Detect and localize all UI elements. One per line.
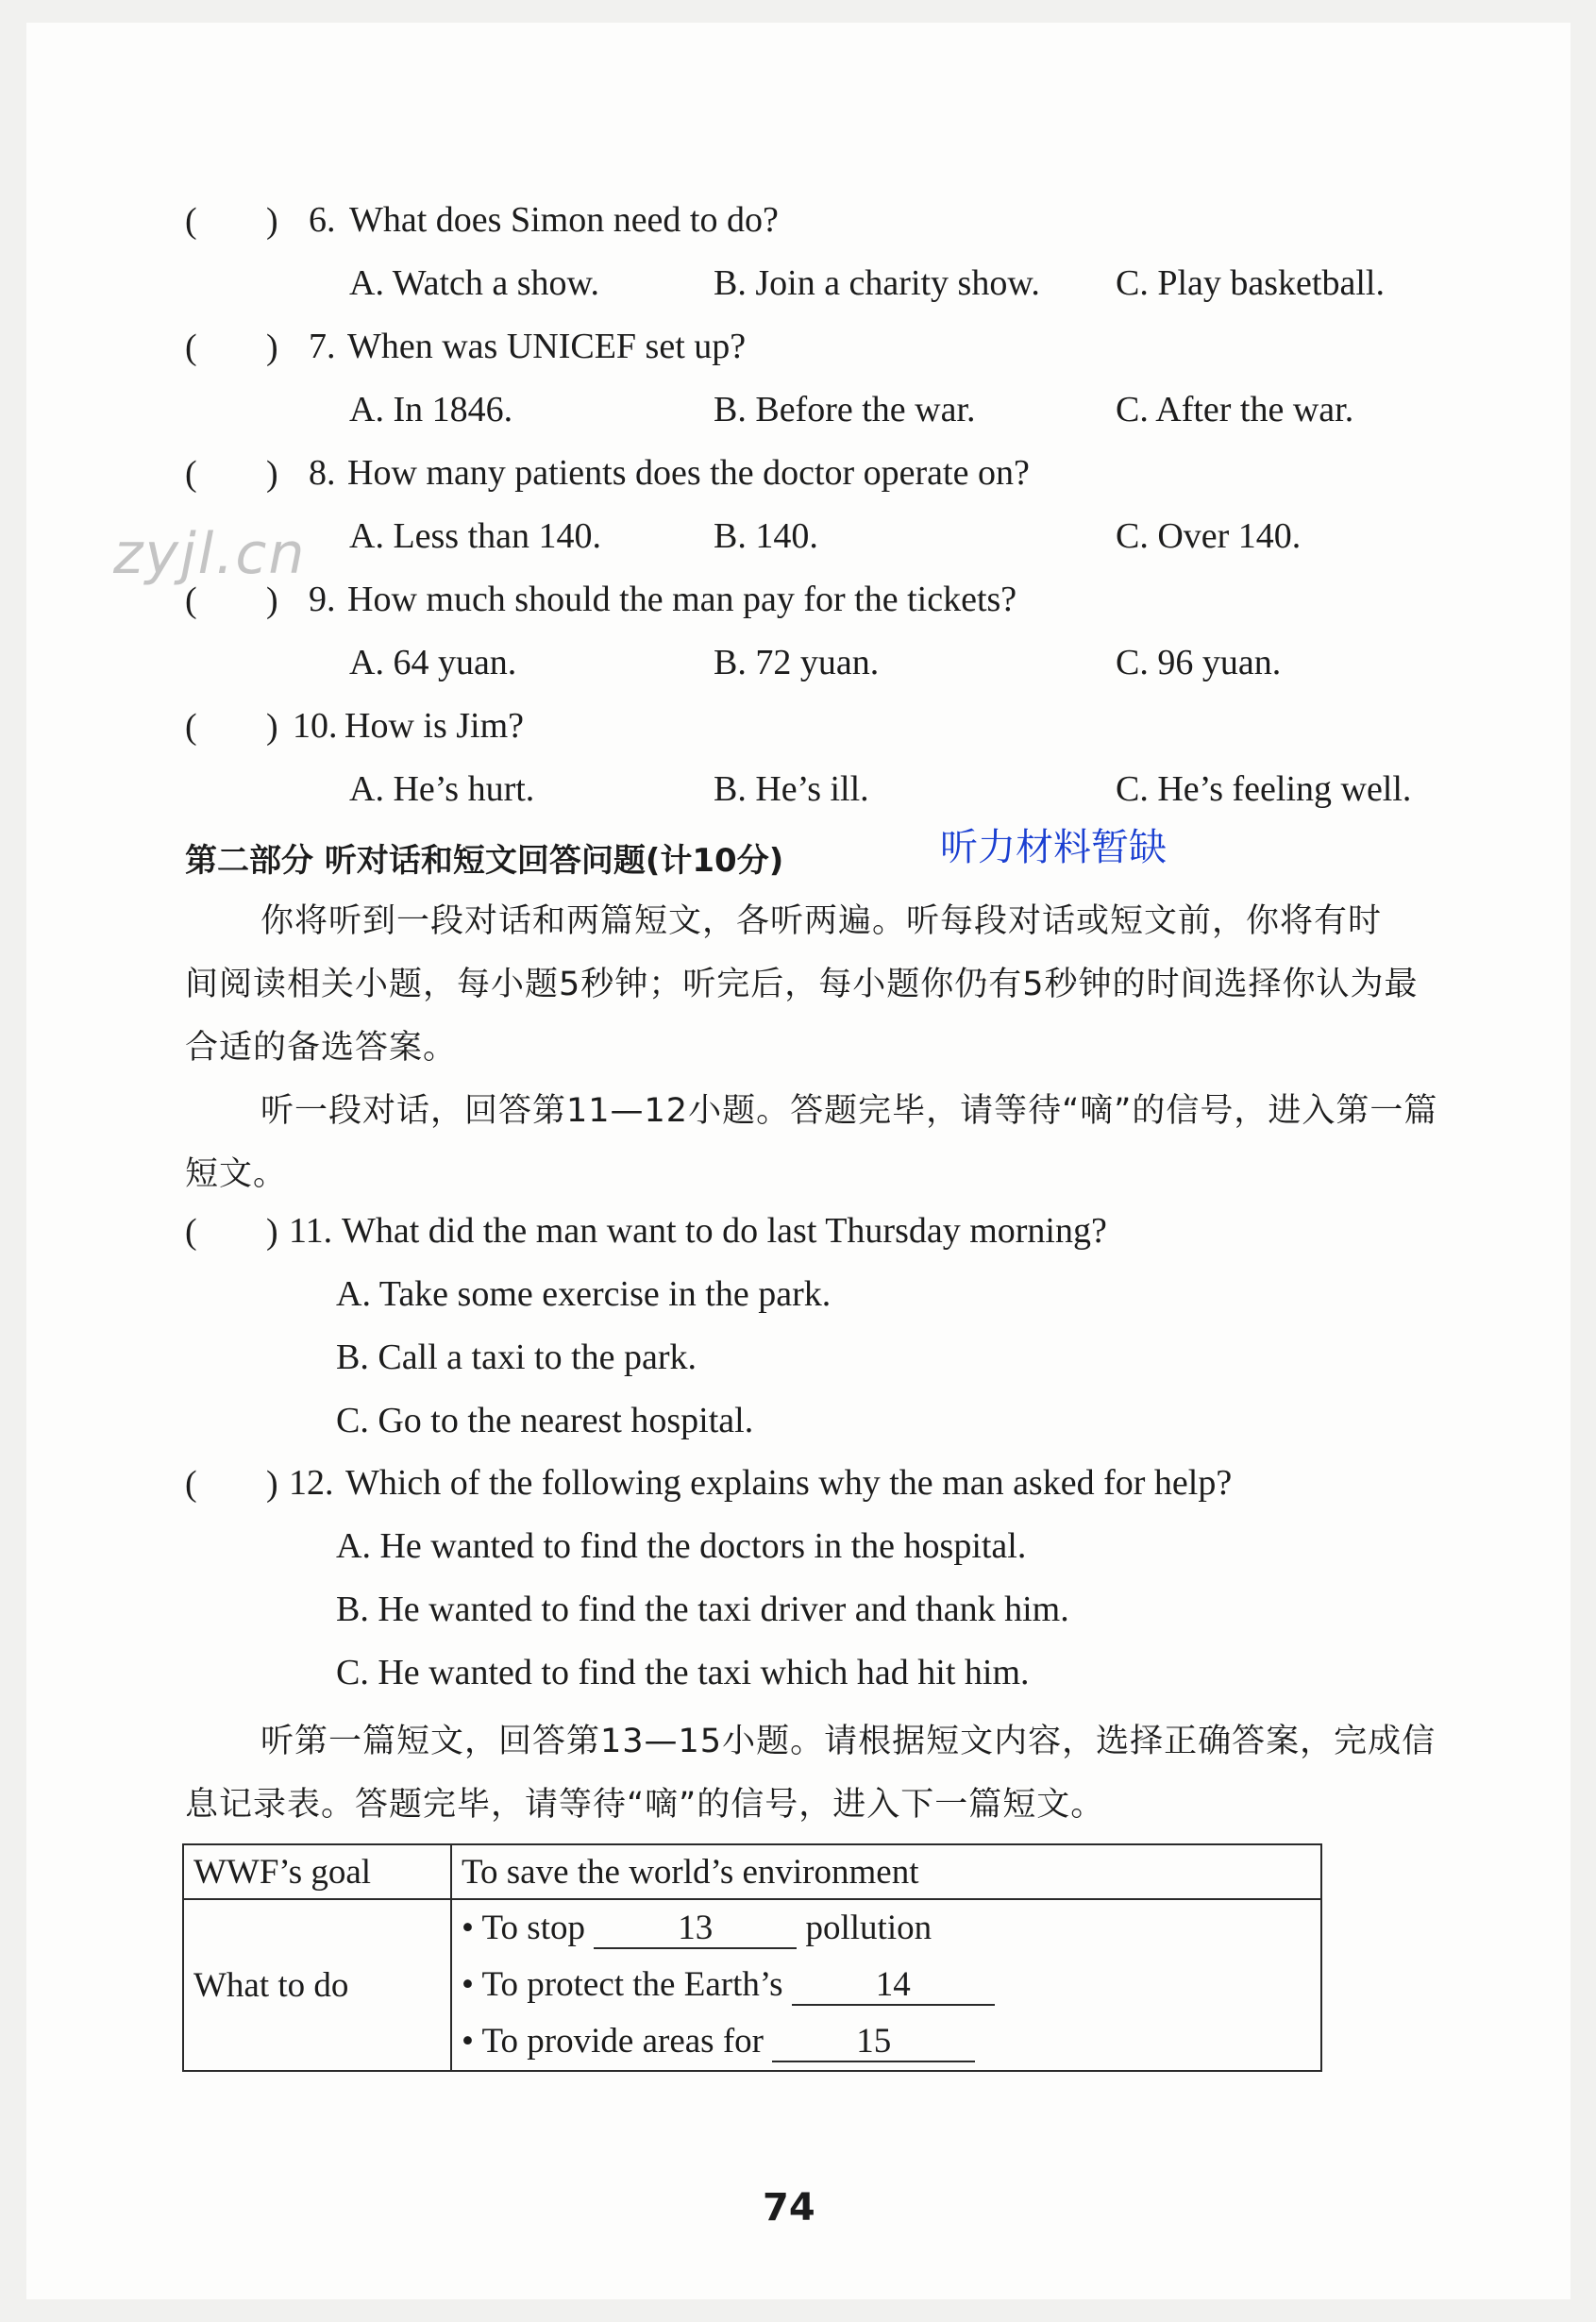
todo-list <box>451 1899 1321 2071</box>
info-record-table <box>182 1843 1322 2072</box>
question-text: How is Jim? <box>344 706 524 746</box>
question-number: 9. <box>309 580 336 619</box>
option-a: A. Less than 140. <box>349 516 602 556</box>
missing-audio-note: 听力材料暂缺 <box>940 826 1167 869</box>
intro-line: 合适的备选答案。 <box>185 1029 458 1067</box>
todo-item <box>462 1957 1311 2013</box>
option-c: C. Go to the nearest hospital. <box>336 1401 754 1440</box>
question-number: 12. <box>289 1463 334 1503</box>
option-a: A. He wanted to find the doctors in the hospital. <box>336 1526 1027 1566</box>
question-text: Which of the following explains why the man asked for help? <box>345 1463 1233 1503</box>
blank-14[interactable]: 14 <box>792 1966 995 2006</box>
todo-text: • To stop <box>462 1909 595 1947</box>
question-text: How much should the man pay for the tickets? <box>347 580 1017 619</box>
answer-paren-left: ( <box>185 580 197 620</box>
question-number: 8. <box>309 453 336 493</box>
option-b: B. He’s ill. <box>714 769 869 809</box>
option-a: A. 64 yuan. <box>349 643 517 682</box>
todo-label: What to do <box>183 1899 451 2071</box>
todo-item <box>462 1900 1311 1957</box>
answer-paren-right: ) <box>266 580 278 620</box>
answer-paren-left: ( <box>185 328 197 367</box>
option-a: A. He’s hurt. <box>349 769 535 809</box>
answer-paren-right: ) <box>266 707 278 747</box>
goal-value: To save the world’s environment <box>451 1844 1321 1899</box>
option-c: C. He wanted to find the taxi which had hit him. <box>336 1653 1030 1692</box>
answer-paren-left: ( <box>185 1464 197 1504</box>
answer-paren-right: ) <box>266 454 278 494</box>
answer-paren-right: ) <box>266 1464 278 1504</box>
intro-line: 间阅读相关小题，每小题5秒钟；听完后，每小题你仍有5秒钟的时间选择你认为最 <box>185 966 1419 1003</box>
option-b: B. He wanted to find the taxi driver and thank him. <box>336 1590 1069 1629</box>
answer-paren-left: ( <box>185 1212 197 1252</box>
option-c: C. After the war. <box>1116 390 1354 429</box>
question-number: 7. <box>309 327 336 366</box>
dialog-line: 短文。 <box>185 1155 288 1193</box>
option-b: B. Call a taxi to the park. <box>336 1338 697 1377</box>
question-number: 11. <box>289 1211 333 1251</box>
answer-paren-right: ) <box>266 201 278 241</box>
option-a: A. Take some exercise in the park. <box>336 1274 832 1314</box>
option-b: B. 140. <box>714 516 818 556</box>
table-row <box>183 1844 1321 1899</box>
page-number: 74 <box>763 2186 815 2229</box>
option-c: C. Over 140. <box>1116 516 1302 556</box>
option-c: C. Play basketball. <box>1116 263 1385 303</box>
option-b: B. 72 yuan. <box>714 643 880 682</box>
todo-text: • To provide areas for <box>462 2022 773 2061</box>
question-text: When was UNICEF set up? <box>347 327 747 366</box>
option-b: B. Before the war. <box>714 390 976 429</box>
answer-paren-right: ) <box>266 328 278 367</box>
answer-paren-left: ( <box>185 707 197 747</box>
answer-paren-left: ( <box>185 201 197 241</box>
todo-item <box>462 2013 1311 2070</box>
answer-paren-left: ( <box>185 454 197 494</box>
intro-line: 你将听到一段对话和两篇短文，各听两遍。听每段对话或短文前，你将有时 <box>260 902 1383 940</box>
table-row <box>183 1899 1321 2071</box>
question-text: What did the man want to do last Thursday morning? <box>342 1211 1107 1251</box>
todo-text: • To protect the Earth’s <box>462 1965 792 2004</box>
answer-paren-right: ) <box>266 1212 278 1252</box>
question-number: 6. <box>309 200 336 240</box>
watermark: zyjl.cn <box>113 521 307 587</box>
question-text: What does Simon need to do? <box>349 200 779 240</box>
blank-13[interactable]: 13 <box>594 1910 797 1949</box>
question-number: 10. <box>293 706 338 746</box>
goal-label: WWF’s goal <box>183 1844 451 1899</box>
passage-line: 听第一篇短文，回答第13—15小题。请根据短文内容，选择正确答案，完成信 <box>260 1723 1436 1760</box>
section-heading: 第二部分 听对话和短文回答问题(计10分) <box>185 842 784 880</box>
option-a: A. Watch a show. <box>349 263 599 303</box>
dialog-line: 听一段对话，回答第11—12小题。答题完毕，请等待“嘀”的信号，进入第一篇 <box>260 1092 1438 1130</box>
option-a: A. In 1846. <box>349 390 513 429</box>
question-text: How many patients does the doctor operate on? <box>347 453 1030 493</box>
option-c: C. He’s feeling well. <box>1116 769 1412 809</box>
passage-line: 息记录表。答题完毕，请等待“嘀”的信号，进入下一篇短文。 <box>185 1786 1105 1824</box>
blank-15[interactable]: 15 <box>772 2023 975 2062</box>
option-b: B. Join a charity show. <box>714 263 1040 303</box>
todo-text: pollution <box>797 1909 932 1947</box>
option-c: C. 96 yuan. <box>1116 643 1282 682</box>
